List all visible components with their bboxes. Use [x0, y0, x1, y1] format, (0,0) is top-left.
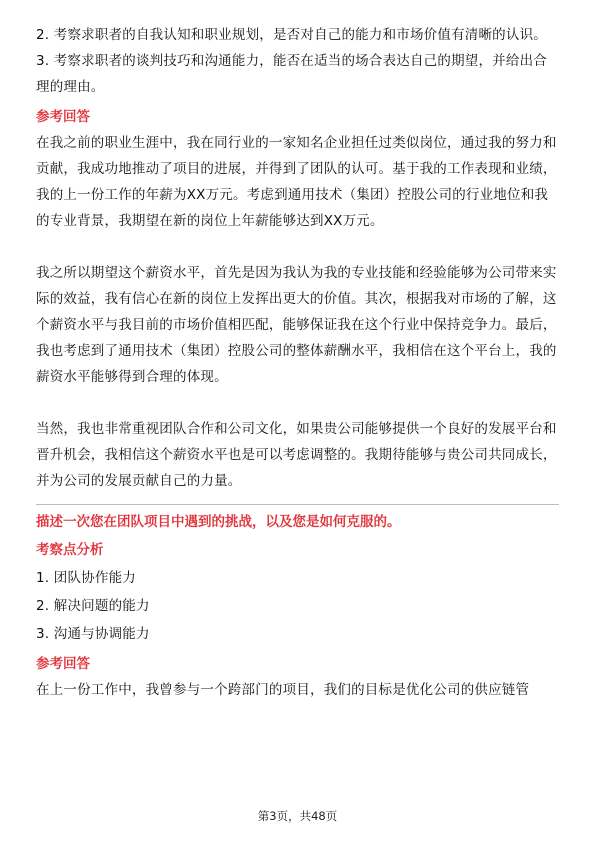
answer-heading: 参考回答: [36, 656, 90, 672]
section-divider: [36, 504, 559, 505]
page-number: 第3页，共48页: [257, 809, 338, 823]
answer-heading: 参考回答: [36, 109, 90, 125]
analysis-point: 2. 考察求职者的自我认知和职业规划，是否对自己的能力和市场价值有清晰的认识。: [36, 27, 547, 43]
answer-paragraph: 当然，我也非常重视团队合作和公司文化，如果贵公司能够提供一个良好的发展平台和晋升机会，我相信这个薪资水平也是可以考虑调整的。我期待能够与贵公司共同成长，并为公司的发展贡献自己的力量。: [36, 421, 557, 489]
analysis-heading: 考察点分析: [36, 542, 104, 558]
document-page: [36, 22, 559, 703]
question-title: 描述一次您在团队项目中遇到的挑战，以及您是如何克服的。: [36, 514, 401, 530]
analysis-point: 3. 考察求职者的谈判技巧和沟通能力，能否在适当的场合表达自己的期望，并给出合理的理由。: [36, 53, 547, 95]
analysis-point: 1. 团队协作能力: [36, 570, 136, 586]
answer-paragraph: 在我之前的职业生涯中，我在同行业的一家知名企业担任过类似岗位，通过我的努力和贡献，我成功地推动了项目的进展，并得到了团队的认可。基于我的工作表现和业绩，我的上一份工作的年薪为XX万元。考虑到通用技术（集团）控股公司的行业地位和我的专业背景，我期望在新的岗位上年薪能够达到XX万元。: [36, 135, 557, 229]
answer-paragraph: 我之所以期望这个薪资水平，首先是因为我认为我的专业技能和经验能够为公司带来实际的效益，我有信心在新的岗位上发挥出更大的价值。其次，根据我对市场的了解，这个薪资水平与我目前的市场价值相匹配，能够保证我在这个行业中保持竞争力。最后，我也考虑到了通用技术（集团）控股公司的整体薪酬水平，我相信在这个平台上，我的薪资水平能够得到合理的体现。: [36, 265, 557, 385]
answer-paragraph: 在上一份工作中，我曾参与一个跨部门的项目，我们的目标是优化公司的供应链管: [36, 682, 530, 698]
analysis-point: 3. 沟通与协调能力: [36, 626, 150, 642]
analysis-point: 2. 解决问题的能力: [36, 598, 150, 614]
